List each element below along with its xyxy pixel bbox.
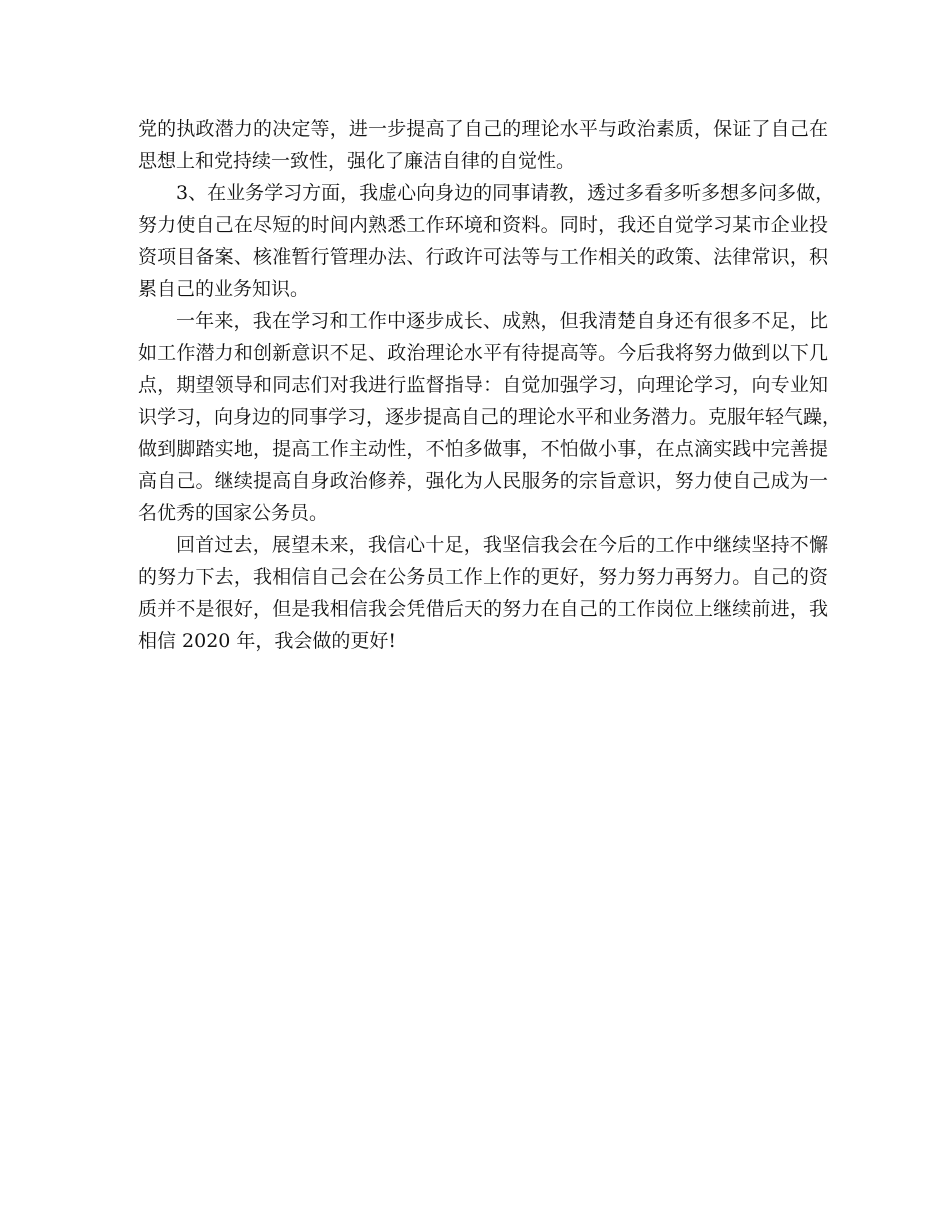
paragraph-line: 相信 2020 年，我会做的更好! (138, 630, 397, 652)
paragraph-line: 如工作潜力和创新意识不足、政治理论水平有待提高等。今后我将努力做到以下几 (138, 342, 828, 364)
paragraph-line: 质并不是很好，但是我相信我会凭借后天的努力在自己的工作岗位上继续前进，我 (138, 598, 828, 620)
document-body (138, 113, 842, 657)
paragraph-line: 高自己。继续提高自身政治修养，强化为人民服务的宗旨意识，努力使自己成为一 (138, 470, 828, 492)
paragraph-1 (138, 113, 828, 177)
paragraph-line: 思想上和党持续一致性，强化了廉洁自律的自觉性。 (138, 150, 576, 172)
paragraph-line: 做到脚踏实地，提高工作主动性，不怕多做事，不怕做小事，在点滴实践中完善提 (138, 438, 828, 460)
paragraph-line: 点，期望领导和同志们对我进行监督指导：自觉加强学习，向理论学习，向专业知 (138, 374, 828, 396)
paragraph-line: 回首过去，展望未来，我信心十足，我坚信我会在今后的工作中继续坚持不懈 (176, 534, 828, 556)
paragraph-2 (138, 177, 835, 305)
paragraph-3 (138, 305, 842, 529)
paragraph-line: 努力使自己在尽短的时间内熟悉工作环境和资料。同时，我还自觉学习某市企业投 (138, 214, 828, 236)
paragraph-line: 识学习，向身边的同事学习，逐步提高自己的理论水平和业务潜力。克服年轻气躁， (138, 406, 842, 428)
paragraph-line: 党的执政潜力的决定等，进一步提高了自己的理论水平与政治素质，保证了自己在 (138, 118, 828, 140)
paragraph-line: 资项目备案、核准暂行管理办法、行政许可法等与工作相关的政策、法律常识，积 (138, 246, 828, 268)
paragraph-line: 3、在业务学习方面，我虚心向身边的同事请教，透过多看多听多想多问多做， (176, 182, 835, 204)
paragraph-line: 一年来，我在学习和工作中逐步成长、成熟，但我清楚自身还有很多不足，比 (176, 310, 828, 332)
paragraph-line: 累自己的业务知识。 (138, 278, 310, 300)
paragraph-line: 名优秀的国家公务员。 (138, 502, 329, 524)
paragraph-line: 的努力下去，我相信自己会在公务员工作上作的更好，努力努力再努力。自己的资 (138, 566, 828, 588)
paragraph-4 (138, 529, 828, 657)
